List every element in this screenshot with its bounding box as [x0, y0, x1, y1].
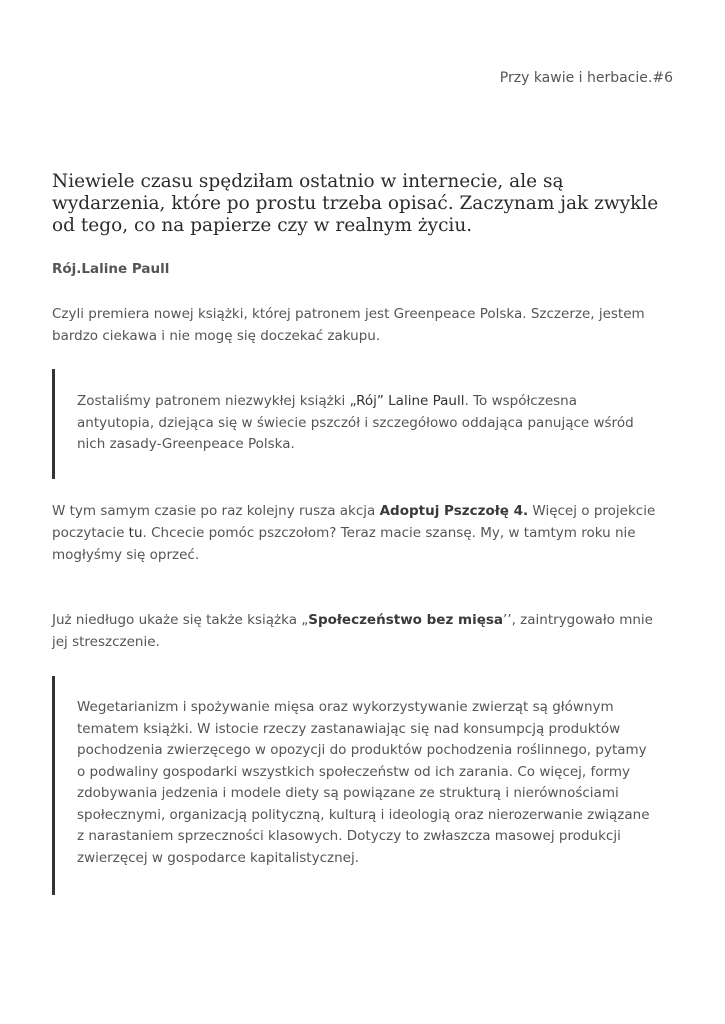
- adopt-text-middle: Więcej o projekcie poczytacie: [52, 503, 656, 541]
- adopt-text-after: . Chcecie pomóc pszczołom? Teraz macie szansę. My, w tamtym roku nie mogłyśmy się oprzeć.: [52, 525, 636, 563]
- adopt-text-before: W tym samym czasie po raz kolejny rusza akcja: [52, 503, 380, 519]
- book-summary-text: Wegetarianizm i spożywanie mięsa oraz wykorzystywanie zwierząt są głównym tematem książki. W istocie rzeczy zastanawiając się nad konsumpcją produktów pochodzenia zwierzęcego w opozycji do produktów pochodzenia roślinnego, pytamy o podwaliny gospodarki wszystkich społeczeństw od ich zarania. Co więcej, formy zdobywania jedzenia i modele diety są powiązane ze strukturą i nierównościami społecznymi, organizacją polityczną, kulturą i ideologią oraz nierozerwanie związane z narastaniem sprzeczności klasowych. Dotyczy to zwłaszcza masowej produkcji zwierzęcej w gospodarce kapitalistycznej.: [77, 699, 650, 866]
- new-book-title: Społeczeństwo bez mięsa: [308, 612, 504, 628]
- new-book-text-before: Już niedługo ukaże się także książka „: [52, 612, 309, 628]
- book-premiere-paragraph: Czyli premiera nowej książki, której patronem jest Greenpeace Polska. Szczerze, jestem bardzo ciekawa i nie mogę się doczekać zakupu.: [52, 306, 645, 344]
- book-heading: Rój.Laline Paull: [52, 261, 170, 277]
- new-book-text-after: ’’, zaintrygowało mnie jej streszczenie.: [52, 612, 653, 650]
- greenpeace-quote-text: [55, 369, 657, 456]
- book-link[interactable]: „Rój” Laline Paull: [349, 393, 465, 409]
- post-title: Przy kawie i herbacie.#6: [499, 70, 673, 86]
- quote-text-after: . To współczesna antyutopia, dziejąca się w świecie pszczół i szczegółowo oddająca panujące wśród nich zasady-Greenpeace Polska.: [77, 393, 634, 452]
- book-summary-quote: [52, 676, 652, 895]
- new-book-paragraph: [52, 609, 662, 653]
- quote-text-before: Zostaliśmy patronem niezwykłej książki: [77, 393, 350, 409]
- adopt-bee-paragraph: [52, 500, 662, 566]
- intro-paragraph: Niewiele czasu spędziłam ostatnio w internecie, ale są wydarzenia, które po prostu trzeba opisać. Zaczynam jak zwykle od tego, co na papierze czy w realnym życiu.: [52, 171, 659, 236]
- adopt-campaign-name: Adoptuj Pszczołę 4.: [379, 503, 529, 519]
- greenpeace-quote: [52, 369, 652, 479]
- project-link[interactable]: tu: [128, 525, 143, 541]
